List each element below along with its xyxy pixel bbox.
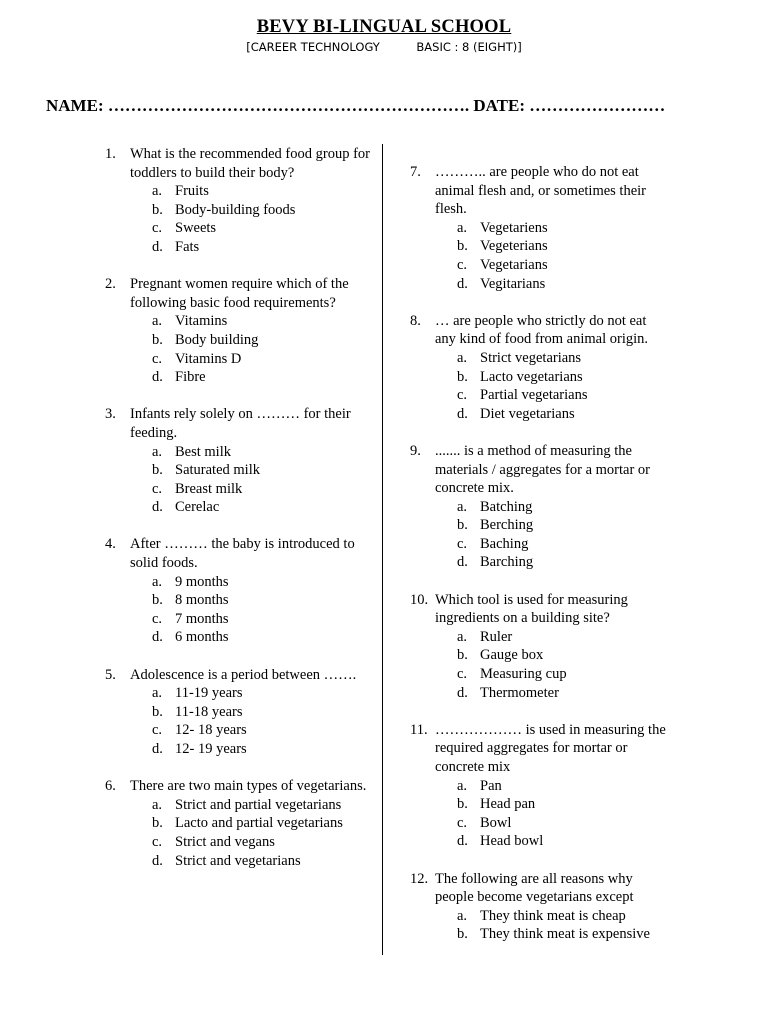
answer-option (105, 814, 373, 833)
option-text: Strict and partial vegetarians (175, 796, 342, 813)
answer-option (410, 256, 670, 275)
option-letter: d. (152, 499, 163, 516)
answer-option (105, 684, 373, 703)
question-number: 3. (105, 406, 116, 423)
option-letter: c. (152, 220, 163, 237)
answer-option (105, 498, 373, 517)
option-text: Head bowl (480, 833, 544, 850)
option-text: Breast milk (175, 480, 243, 497)
answer-option (410, 814, 670, 833)
option-text: Body building (175, 331, 259, 348)
option-letter: d. (457, 833, 468, 850)
question-text: ……………… is used in measuring the required aggregates for mortar or concrete mix (435, 721, 666, 775)
question-text: Adolescence is a period between ……. (130, 666, 357, 683)
answer-option (410, 628, 670, 647)
option-letter: c. (457, 535, 468, 552)
question-text: After ……… the baby is introduced to solid foods. (130, 536, 355, 572)
option-letter: a. (152, 685, 163, 702)
answer-option (410, 219, 670, 238)
option-letter: c. (152, 722, 163, 739)
option-letter: d. (152, 238, 163, 255)
option-text: Strict and vegetarians (175, 852, 301, 869)
answer-option (105, 721, 373, 740)
answer-option (105, 331, 373, 350)
option-text: Vitamins D (175, 350, 242, 367)
option-text: Sweets (175, 220, 217, 237)
question-9 (410, 442, 670, 572)
option-letter: d. (152, 629, 163, 646)
option-letter: b. (152, 331, 163, 348)
option-text: Baching (480, 535, 529, 552)
option-letter: b. (457, 238, 468, 255)
question-text: … are people who strictly do not eat any kind of food from animal origin. (435, 312, 649, 348)
option-letter: a. (457, 219, 468, 236)
answer-option (410, 832, 670, 851)
answer-option (410, 535, 670, 554)
option-letter: d. (152, 369, 163, 386)
question-1 (105, 145, 373, 257)
answer-option (105, 443, 373, 462)
answer-option (105, 368, 373, 387)
option-letter: d. (457, 275, 468, 292)
answer-option (410, 516, 670, 535)
answer-option (105, 591, 373, 610)
answer-option (410, 907, 670, 926)
question-number: 2. (105, 276, 116, 293)
answer-option (410, 684, 670, 703)
option-text: 8 months (175, 592, 229, 609)
school-name: BEVY BI-LINGUAL SCHOOL (256, 17, 512, 37)
answer-option (105, 201, 373, 220)
option-text: 12- 19 years (175, 741, 247, 757)
question-text: Pregnant women require which of the following basic food requirements? (130, 276, 349, 311)
option-letter: a. (457, 349, 468, 366)
answer-option (105, 461, 373, 480)
option-text: 12- 18 years (175, 722, 247, 739)
option-text: Diet vegetarians (480, 405, 575, 422)
option-letter: b. (457, 796, 468, 813)
option-text: Strict vegetarians (480, 349, 582, 366)
option-letter: a. (152, 313, 163, 330)
option-text: 7 months (175, 610, 229, 627)
left-question-column (105, 145, 373, 889)
right-question-column (410, 163, 670, 963)
question-number: 12. (410, 870, 429, 887)
question-number: 10. (410, 591, 429, 608)
option-text: Vegitarians (480, 275, 546, 292)
option-text: Pan (480, 777, 502, 794)
option-letter: a. (152, 573, 163, 590)
question-text: ……….. are people who do not eat animal flesh and, or sometimes their flesh. (435, 164, 647, 218)
option-text: Thermometer (480, 684, 559, 701)
option-text: Partial vegetarians (480, 387, 588, 404)
option-letter: c. (152, 350, 163, 367)
question-12 (410, 870, 670, 944)
option-letter: c. (152, 833, 163, 850)
question-text: Which tool is used for measuring ingredients on a building site? (435, 591, 628, 627)
option-letter: b. (152, 201, 163, 218)
question-number: 7. (410, 164, 421, 180)
option-text: Lacto vegetarians (480, 368, 583, 385)
question-7 (410, 163, 670, 293)
question-text: What is the recommended food group for toddlers to build their body? (130, 146, 370, 181)
answer-option (410, 646, 670, 665)
option-text: Cerelac (175, 499, 220, 516)
question-number: 1. (105, 146, 116, 162)
question-2 (105, 275, 373, 387)
question-number: 6. (105, 778, 116, 795)
option-letter: d. (457, 554, 468, 571)
option-letter: a. (152, 183, 163, 200)
option-text: Head pan (480, 796, 536, 813)
option-letter: b. (457, 517, 468, 534)
option-letter: a. (457, 907, 468, 924)
question-number: 8. (410, 312, 421, 329)
answer-option (410, 498, 670, 517)
answer-option (410, 925, 670, 944)
question-number: 5. (105, 666, 116, 683)
answer-option (105, 573, 373, 592)
option-letter: a. (152, 443, 163, 460)
answer-option (105, 182, 373, 201)
option-letter: d. (457, 405, 468, 422)
option-letter: a. (457, 498, 468, 515)
option-text: Strict and vegans (175, 833, 275, 850)
option-letter: b. (457, 926, 468, 943)
answer-option (105, 350, 373, 369)
option-text: 6 months (175, 629, 229, 646)
answer-option (105, 796, 373, 815)
question-8 (410, 312, 670, 424)
option-text: Bowl (480, 814, 512, 831)
option-text: Best milk (175, 443, 231, 460)
question-number: 4. (105, 536, 116, 553)
option-letter: b. (457, 368, 468, 385)
option-text: Measuring cup (480, 666, 567, 683)
option-letter: c. (152, 610, 163, 627)
option-text: Saturated milk (175, 462, 260, 479)
answer-option (105, 610, 373, 629)
option-letter: d. (152, 852, 163, 869)
option-text: 11-18 years (175, 703, 243, 720)
option-text: Lacto and partial vegetarians (175, 815, 343, 832)
option-letter: b. (152, 815, 163, 832)
answer-option (105, 480, 373, 499)
answer-option (105, 312, 373, 331)
question-number: 11. (410, 721, 428, 738)
option-text: They think meat is cheap (480, 907, 626, 924)
question-text: ....... is a method of measuring the materials / aggregates for a mortar or concrete mix. (435, 442, 650, 497)
answer-option (410, 237, 670, 256)
question-text: There are two main types of vegetarians. (130, 778, 367, 795)
answer-option (410, 665, 670, 684)
answer-option (105, 852, 373, 871)
answer-option (410, 405, 670, 424)
answer-option (105, 833, 373, 852)
option-letter: a. (457, 628, 468, 645)
question-number: 9. (410, 442, 421, 459)
answer-option (410, 275, 670, 294)
answer-option (105, 219, 373, 238)
option-text: Berching (480, 517, 534, 534)
answer-option (410, 795, 670, 814)
option-text: Fibre (175, 369, 206, 386)
option-text: Vegeterians (480, 238, 548, 255)
option-letter: b. (152, 592, 163, 609)
option-letter: c. (152, 480, 163, 497)
option-letter: b. (152, 462, 163, 479)
option-letter: a. (457, 777, 468, 794)
option-letter: c. (457, 666, 468, 683)
name-date-line: NAME: ………………………………………………………. DATE: …………………… (46, 96, 666, 115)
subject-subtitle: [CAREER TECHNOLOGY BASIC : 8 (EIGHT)] (246, 40, 522, 54)
question-11 (410, 721, 670, 851)
answer-option (105, 740, 373, 759)
option-letter: b. (457, 647, 468, 664)
answer-option (410, 349, 670, 368)
option-letter: c. (457, 256, 468, 273)
question-5 (105, 666, 373, 759)
option-letter: d. (152, 741, 163, 757)
answer-option (410, 777, 670, 796)
question-text: Infants rely solely on ……… for their feeding. (130, 406, 351, 441)
answer-option (105, 238, 373, 257)
column-divider (382, 144, 383, 955)
answer-option (410, 368, 670, 387)
option-text: They think meat is expensive (480, 926, 650, 943)
option-text: Gauge box (480, 647, 544, 664)
option-letter: c. (457, 387, 468, 404)
question-6 (105, 777, 373, 870)
option-text: 11-19 years (175, 685, 243, 702)
option-text: Ruler (480, 628, 513, 645)
answer-option (410, 386, 670, 405)
question-text: The following are all reasons why people become vegetarians except (435, 870, 634, 906)
question-4 (105, 535, 373, 647)
option-text: Fats (175, 238, 200, 255)
option-letter: a. (152, 796, 163, 813)
option-text: Body-building foods (175, 201, 296, 218)
answer-option (410, 553, 670, 572)
question-10 (410, 591, 670, 703)
option-text: 9 months (175, 573, 229, 590)
option-letter: d. (457, 684, 468, 701)
question-3 (105, 405, 373, 517)
option-letter: c. (457, 814, 468, 831)
option-letter: b. (152, 703, 163, 720)
option-text: Vegetariens (480, 219, 548, 236)
answer-option (105, 628, 373, 647)
option-text: Barching (480, 554, 534, 571)
answer-option (105, 703, 373, 722)
option-text: Vegetarians (480, 256, 548, 273)
option-text: Batching (480, 498, 533, 515)
option-text: Vitamins (175, 313, 228, 330)
option-text: Fruits (175, 183, 209, 200)
